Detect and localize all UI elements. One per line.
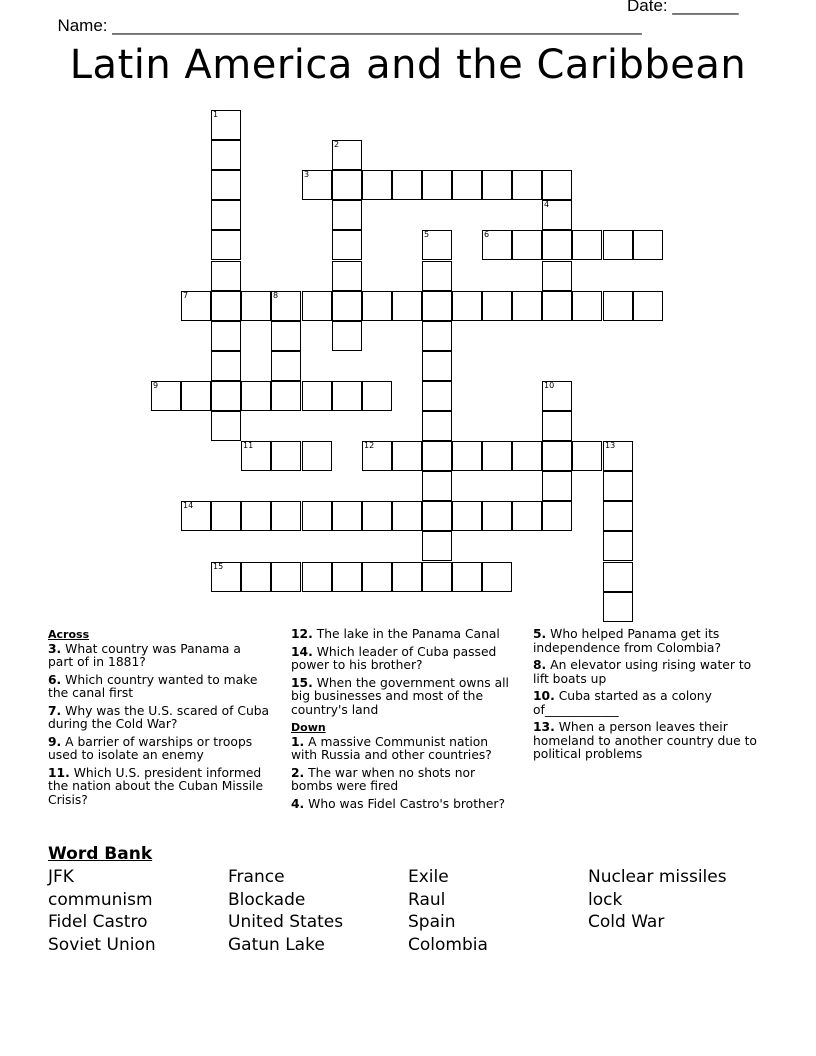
crossword-cell[interactable] xyxy=(332,200,362,230)
crossword-cell[interactable] xyxy=(241,441,271,471)
crossword-cell[interactable] xyxy=(542,441,572,471)
crossword-cell[interactable] xyxy=(422,170,452,200)
clue-number: 1 xyxy=(213,110,219,119)
crossword-cell[interactable] xyxy=(332,291,362,321)
name-field-label[interactable]: Name: ________________________________________________________ xyxy=(57,16,642,35)
crossword-cell[interactable] xyxy=(512,170,542,200)
crossword-cell[interactable] xyxy=(332,501,362,531)
crossword-cell[interactable] xyxy=(542,381,572,411)
page-title: Latin America and the Caribbean xyxy=(69,42,747,88)
crossword-cell[interactable] xyxy=(482,441,512,471)
word-bank-title: Word Bank xyxy=(48,844,153,864)
crossword-cell[interactable] xyxy=(572,441,602,471)
crossword-cell[interactable] xyxy=(422,562,452,592)
clue-number: 4 xyxy=(544,200,550,209)
crossword-cell[interactable] xyxy=(452,441,482,471)
clue-number: 12 xyxy=(364,441,375,450)
crossword-cell[interactable] xyxy=(542,411,572,441)
crossword-cell[interactable] xyxy=(241,381,271,411)
word-bank-item: France xyxy=(228,867,285,887)
crossword-cell[interactable] xyxy=(603,441,633,471)
word-bank-item: Gatun Lake xyxy=(228,934,325,955)
crossword-cell[interactable] xyxy=(542,261,572,291)
crossword-cell[interactable] xyxy=(271,291,301,321)
crossword-cell[interactable] xyxy=(332,321,362,351)
clue-number: 11 xyxy=(243,441,254,450)
crossword-cell[interactable] xyxy=(422,230,452,260)
crossword-cell[interactable] xyxy=(452,562,482,592)
clue-number: 13 xyxy=(605,441,616,450)
crossword-cell[interactable] xyxy=(572,230,602,260)
crossword-cell[interactable] xyxy=(181,291,211,321)
crossword-cell[interactable] xyxy=(362,441,392,471)
crossword-cell[interactable] xyxy=(332,140,362,170)
across-heading: Across xyxy=(48,628,90,641)
crossword-cell[interactable] xyxy=(211,501,241,531)
crossword-cell[interactable] xyxy=(362,381,392,411)
crossword-cell[interactable] xyxy=(241,291,271,321)
clue-down-5: 5. Who helped Panama get its independence from Colombia? xyxy=(533,627,721,655)
crossword-cell[interactable] xyxy=(362,170,392,200)
clue-number: 5 xyxy=(424,230,430,239)
clue-down-13: 13. When a person leaves their homeland to another country due to political problems xyxy=(533,720,757,761)
crossword-cell[interactable] xyxy=(603,592,633,622)
crossword-cell[interactable] xyxy=(512,441,542,471)
crossword-cell[interactable] xyxy=(603,501,633,531)
crossword-cell[interactable] xyxy=(241,501,271,531)
crossword-cell[interactable] xyxy=(362,501,392,531)
clue-across-12: 12. The lake in the Panama Canal xyxy=(291,627,500,641)
crossword-cell[interactable] xyxy=(422,531,452,561)
clue-number: 6 xyxy=(484,230,490,239)
clue-down-10: 10. Cuba started as a colony of____________ xyxy=(533,689,712,717)
word-bank-item: Fidel Castro xyxy=(48,912,148,933)
down-heading: Down xyxy=(291,721,326,734)
crossword-cell[interactable] xyxy=(422,501,452,531)
crossword-cell[interactable] xyxy=(302,170,332,200)
crossword-cell[interactable] xyxy=(332,562,362,592)
word-bank-item: Colombia xyxy=(408,934,488,955)
crossword-cell[interactable] xyxy=(211,230,241,260)
crossword-cell[interactable] xyxy=(302,501,332,531)
crossword-cell[interactable] xyxy=(422,411,452,441)
crossword-cell[interactable] xyxy=(271,321,301,351)
word-bank-item: Blockade xyxy=(228,889,306,910)
word-bank xyxy=(48,866,788,956)
crossword-cell[interactable] xyxy=(422,471,452,501)
clue-across-6: 6. Which country wanted to make the canal first xyxy=(48,672,258,700)
word-bank-item: JFK xyxy=(48,867,74,887)
crossword-cell[interactable] xyxy=(211,562,241,592)
crossword-cell[interactable] xyxy=(211,321,241,351)
crossword-cell[interactable] xyxy=(392,501,422,531)
clue-down-4: 4. Who was Fidel Castro's brother? xyxy=(291,796,505,811)
crossword-cell[interactable] xyxy=(332,170,362,200)
clue-column-2 xyxy=(291,628,515,815)
clue-number: 14 xyxy=(183,501,194,510)
crossword-cell[interactable] xyxy=(211,200,241,230)
crossword-cell[interactable] xyxy=(482,170,512,200)
clue-number: 7 xyxy=(183,291,189,300)
crossword-cell[interactable] xyxy=(542,501,572,531)
clue-column-1 xyxy=(48,628,270,811)
clue-across-7: 7. Why was the U.S. scared of Cuba during the Cold War? xyxy=(48,703,270,731)
clue-number: 8 xyxy=(273,291,279,300)
clue-down-8: 8. An elevator using rising water to lift boats up xyxy=(533,658,752,686)
crossword-cell[interactable] xyxy=(422,261,452,291)
crossword-cell[interactable] xyxy=(181,501,211,531)
clue-number: 15 xyxy=(213,562,224,571)
clue-column-3 xyxy=(533,628,767,766)
crossword-cell[interactable] xyxy=(572,291,602,321)
clue-across-14: 14. Which leader of Cuba passed power to his brother? xyxy=(291,644,497,672)
crossword-cell[interactable] xyxy=(603,471,633,501)
clue-down-1: 1. A massive Communist nation with Russia and other countries? xyxy=(291,734,492,762)
crossword-cell[interactable] xyxy=(542,200,572,230)
crossword-cell[interactable] xyxy=(271,351,301,381)
crossword-cell[interactable] xyxy=(542,471,572,501)
crossword-cell[interactable] xyxy=(362,291,392,321)
crossword-cell[interactable] xyxy=(392,170,422,200)
clue-number: 2 xyxy=(334,140,340,149)
crossword-cell[interactable] xyxy=(633,230,663,260)
crossword-cell[interactable] xyxy=(482,230,512,260)
clue-number: 3 xyxy=(304,170,310,179)
clue-down-2: 2. The war when no shots nor bombs were fired xyxy=(291,765,476,793)
crossword-cell[interactable] xyxy=(181,381,211,411)
date-field-label[interactable]: Date: _______ xyxy=(627,0,739,15)
word-bank-item: communism xyxy=(48,889,153,910)
clue-across-9: 9. A barrier of warships or troops used to isolate an enemy xyxy=(48,734,253,762)
crossword-cell[interactable] xyxy=(211,291,241,321)
crossword-cell[interactable] xyxy=(482,501,512,531)
crossword-cell[interactable] xyxy=(542,170,572,200)
clue-across-15: 15. When the government owns all big businesses and most of the country's land xyxy=(291,675,509,717)
crossword-cell[interactable] xyxy=(211,140,241,170)
crossword-cell[interactable] xyxy=(211,351,241,381)
crossword-cell[interactable] xyxy=(603,562,633,592)
crossword-cell[interactable] xyxy=(302,381,332,411)
word-bank-item: lock xyxy=(588,889,623,910)
word-bank-item: United States xyxy=(228,912,344,933)
crossword-cell[interactable] xyxy=(422,321,452,351)
crossword-cell[interactable] xyxy=(211,170,241,200)
crossword-cell[interactable] xyxy=(241,562,271,592)
crossword-cell[interactable] xyxy=(422,291,452,321)
crossword-cell[interactable] xyxy=(512,501,542,531)
crossword-cell[interactable] xyxy=(512,230,542,260)
crossword-cell[interactable] xyxy=(271,381,301,411)
word-bank-item: Raul xyxy=(408,889,446,910)
crossword-cell[interactable] xyxy=(422,441,452,471)
crossword-cell[interactable] xyxy=(302,291,332,321)
crossword-cell[interactable] xyxy=(452,501,482,531)
crossword-cell[interactable] xyxy=(302,441,332,471)
crossword-cell[interactable] xyxy=(452,170,482,200)
word-bank-item: Soviet Union xyxy=(48,934,156,955)
crossword-cell[interactable] xyxy=(452,291,482,321)
crossword-cell[interactable] xyxy=(211,110,241,140)
crossword-cell[interactable] xyxy=(422,381,452,411)
crossword-cell[interactable] xyxy=(332,381,362,411)
crossword-cell[interactable] xyxy=(482,291,512,321)
crossword-cell[interactable] xyxy=(271,501,301,531)
crossword-cell[interactable] xyxy=(392,562,422,592)
word-bank-item: Exile xyxy=(408,867,449,887)
crossword-cell[interactable] xyxy=(482,562,512,592)
clue-across-3: 3. What country was Panama a part of in 1881? xyxy=(48,641,241,669)
crossword-cell[interactable] xyxy=(271,562,301,592)
word-bank-item: Nuclear missiles xyxy=(588,867,727,887)
crossword-cell[interactable] xyxy=(362,562,392,592)
crossword-cell[interactable] xyxy=(633,291,663,321)
crossword-cell[interactable] xyxy=(542,291,572,321)
clue-number: 9 xyxy=(153,381,159,390)
crossword-cell[interactable] xyxy=(603,230,633,260)
crossword-cell[interactable] xyxy=(392,441,422,471)
crossword-cell[interactable] xyxy=(542,230,572,260)
crossword-cell[interactable] xyxy=(603,531,633,561)
crossword-cell[interactable] xyxy=(392,291,422,321)
crossword-cell[interactable] xyxy=(332,261,362,291)
clue-across-11: 11. Which U.S. president informed the nation about the Cuban Missile Crisis? xyxy=(48,765,264,807)
clue-number: 10 xyxy=(544,381,555,390)
crossword-cell[interactable] xyxy=(302,562,332,592)
word-bank-item: Cold War xyxy=(588,912,665,933)
crossword-cell[interactable] xyxy=(422,351,452,381)
crossword-cell[interactable] xyxy=(151,381,181,411)
crossword-cell[interactable] xyxy=(332,230,362,260)
crossword-cell[interactable] xyxy=(512,291,542,321)
crossword-cell[interactable] xyxy=(211,411,241,441)
crossword-cell[interactable] xyxy=(603,291,633,321)
crossword-cell[interactable] xyxy=(211,381,241,411)
word-bank-item: Spain xyxy=(408,912,456,933)
crossword-cell[interactable] xyxy=(271,441,301,471)
crossword-cell[interactable] xyxy=(211,261,241,291)
